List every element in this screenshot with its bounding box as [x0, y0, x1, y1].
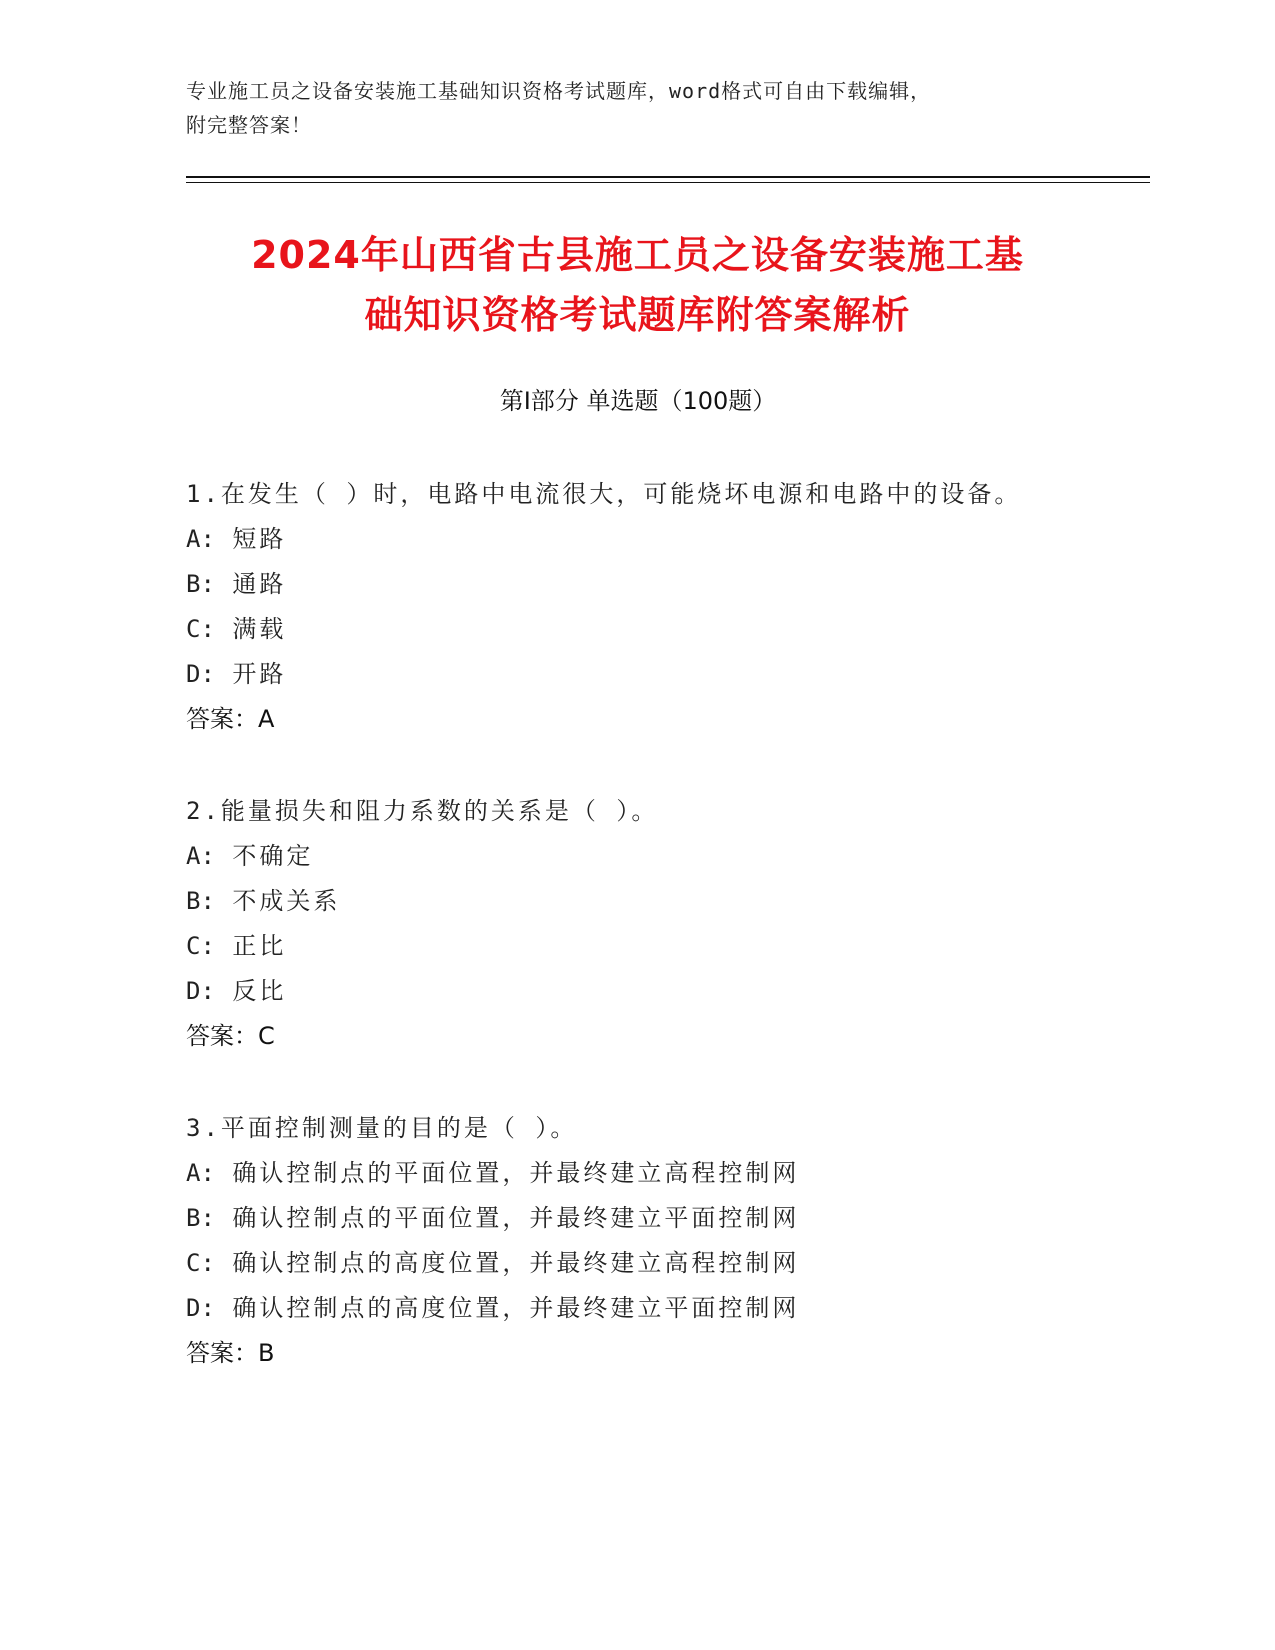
- option-prefix: A:: [186, 842, 215, 870]
- question-3: [186, 1106, 1146, 1376]
- option-text: 满载: [232, 615, 287, 643]
- option-a: [186, 1151, 1146, 1196]
- option-a: [186, 517, 1146, 562]
- option-text: 通路: [232, 570, 287, 598]
- option-c: [186, 607, 1146, 652]
- header-note-line-2: 附完整答案！: [186, 113, 312, 137]
- option-text: 确认控制点的高度位置，并最终建立高程控制网: [232, 1249, 800, 1277]
- option-text: 开路: [232, 660, 287, 688]
- header-divider-thick: [186, 176, 1150, 178]
- option-d: [186, 652, 1146, 697]
- option-text: 不确定: [232, 842, 314, 870]
- answer-line: 答案：C: [186, 1022, 275, 1050]
- document-title-line-2: 础知识资格考试题库附答案解析: [364, 293, 911, 337]
- option-text: 确认控制点的平面位置，并最终建立平面控制网: [232, 1204, 800, 1232]
- question-2: [186, 789, 1146, 1059]
- option-prefix: D:: [186, 660, 215, 688]
- option-d: [186, 1286, 1146, 1331]
- section-heading: 第Ⅰ部分 单选题（100题）: [499, 387, 777, 415]
- option-prefix: D:: [186, 1294, 215, 1322]
- question-stem: 3.平面控制测量的目的是（ ）。: [186, 1114, 578, 1142]
- header-note: [186, 74, 1086, 142]
- option-text: 短路: [232, 525, 287, 553]
- answer-line: 答案：A: [186, 705, 275, 733]
- option-prefix: B:: [186, 1204, 215, 1232]
- option-text: 确认控制点的平面位置，并最终建立高程控制网: [232, 1159, 800, 1187]
- option-prefix: C:: [186, 615, 215, 643]
- option-prefix: C:: [186, 1249, 215, 1277]
- option-prefix: D:: [186, 977, 215, 1005]
- option-text: 确认控制点的高度位置，并最终建立平面控制网: [232, 1294, 800, 1322]
- document-title-line-1: 2024年山西省古县施工员之设备安装施工基: [251, 233, 1024, 277]
- answer-line: 答案：B: [186, 1339, 275, 1367]
- option-b: [186, 1196, 1146, 1241]
- option-c: [186, 924, 1146, 969]
- option-prefix: B:: [186, 887, 215, 915]
- option-prefix: A:: [186, 525, 215, 553]
- question-1: [186, 472, 1146, 742]
- option-b: [186, 562, 1146, 607]
- option-c: [186, 1241, 1146, 1286]
- header-divider-thin: [186, 182, 1150, 183]
- question-stem: 1.在发生（ ）时，电路中电流很大，可能烧坏电源和电路中的设备。: [186, 480, 1022, 508]
- option-d: [186, 969, 1146, 1014]
- option-prefix: C:: [186, 932, 215, 960]
- document-title: [150, 225, 1125, 345]
- option-b: [186, 879, 1146, 924]
- option-prefix: B:: [186, 570, 215, 598]
- option-prefix: A:: [186, 1159, 215, 1187]
- header-note-line-1: 专业施工员之设备安装施工基础知识资格考试题库，word格式可自由下载编辑，: [186, 79, 932, 103]
- option-a: [186, 834, 1146, 879]
- option-text: 不成关系: [232, 887, 341, 915]
- option-text: 正比: [232, 932, 287, 960]
- option-text: 反比: [232, 977, 287, 1005]
- question-stem: 2.能量损失和阻力系数的关系是（ ）。: [186, 797, 659, 825]
